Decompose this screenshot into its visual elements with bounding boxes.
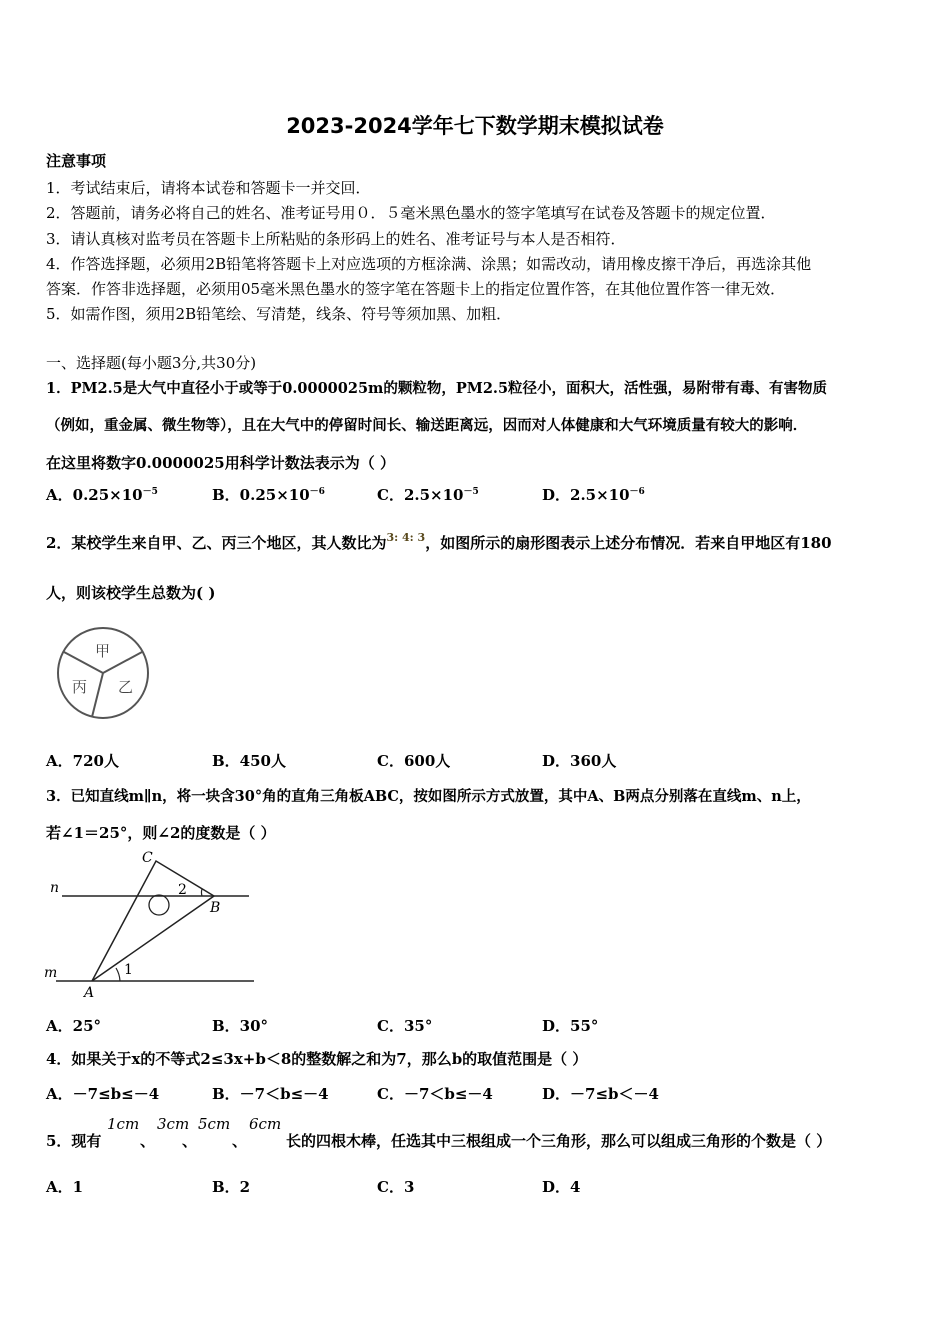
q5-length-2: 3cm	[157, 1115, 190, 1133]
q3-option-c: C．35°	[377, 1017, 433, 1035]
label-b: B	[210, 900, 221, 916]
q4-option-d: D．－7≤b＜－4	[542, 1085, 659, 1103]
note-item-5: 5．如需作图，须用2B铅笔绘、写清楚，线条、符号等须加黑、加粗．	[46, 305, 512, 323]
q4-option-c: C．－7＜b≤－4	[377, 1085, 493, 1103]
q1-option-a: A．$0.25\times 10^{-5}$	[46, 486, 158, 504]
q2-option-a: A．720人	[46, 752, 119, 770]
q5-option-d: D．4	[542, 1178, 581, 1196]
q5-length-4: 6cm	[249, 1115, 282, 1133]
angle-1-arc	[116, 968, 120, 981]
q5-length-3: 5cm	[198, 1115, 231, 1133]
q3-option-b: B．30°	[212, 1017, 269, 1035]
note-item-4-cont: 答案．作答非选择题，必须用05毫米黑色墨水的签字笔在答题卡上的指定位置作答，在其他位置作答一律无效．	[46, 280, 786, 298]
label-2: 2	[178, 882, 187, 898]
q5-option-c: C．3	[377, 1178, 415, 1196]
label-a: A	[84, 985, 95, 1000]
label-c: C	[142, 850, 153, 866]
q4-option-a: A．－7≤b≤－4	[46, 1085, 160, 1103]
q4-line1: 4．如果关于x的不等式2≤3x+b＜8的整数解之和为7，那么b的取值范围是（ ）	[46, 1050, 588, 1068]
pie-divider-3	[92, 673, 103, 717]
q1-option-d: D．$2.5\times 10^{-6}$	[542, 486, 645, 504]
q1-line2: （例如，重金属、微生物等），且在大气中的停留时间长、输送距离远，因而对人体健康和大气环境质量有较大的影响．	[46, 417, 808, 434]
note-item-2: 2．答题前，请务必将自己的姓名、准考证号用０．５毫米黑色墨水的签字笔填写在试卷及答题卡的规定位置．	[46, 204, 776, 222]
q5-sep-3: 、	[232, 1132, 248, 1150]
pie-label-jia: 甲	[95, 642, 111, 660]
note-item-1: 1．考试结束后，请将本试卷和答题卡一并交回．	[46, 179, 371, 197]
q2-option-c: C．600人	[377, 752, 451, 770]
q1-line3: 在这里将数字0.0000025用科学计数法表示为（ ）	[46, 454, 395, 472]
pie-label-yi: 乙	[118, 678, 134, 696]
q1-option-c: C．$2.5\times 10^{-5}$	[377, 486, 479, 504]
q2-option-d: D．360人	[542, 752, 617, 770]
q2-option-b: B．450人	[212, 752, 286, 770]
q3-line1: 3．已知直线m∥n，将一块含30°角的直角三角板ABC，按如图所示方式放置，其中A、B两点分别落在直线m、n上，	[46, 788, 811, 805]
note-item-4: 4．作答选择题，必须用2B铅笔将答题卡上对应选项的方框涂满、涂黑；如需改动，请用橡皮擦干净后，再选涂其他	[46, 255, 812, 273]
q3-option-d: D．55°	[542, 1017, 599, 1035]
label-n: n	[50, 880, 60, 896]
q5-lead: 5．现有	[46, 1132, 102, 1150]
q1-line1: 1．PM2.5是大气中直径小于或等于0.0000025m的颗粒物，PM2.5粒径小，面积大，活性强，易附带有毒、有害物质	[46, 380, 828, 397]
q4-option-b: B．－7＜b≤－4	[212, 1085, 329, 1103]
q2-pie-figure	[50, 620, 160, 730]
notes-heading: 注意事项	[46, 152, 107, 170]
triangle-abc	[92, 861, 214, 981]
q3-triangle-figure	[44, 848, 264, 1000]
q5-sep-2: 、	[182, 1132, 198, 1150]
q5-option-a: A．1	[46, 1178, 84, 1196]
label-1: 1	[124, 962, 133, 978]
q3-option-a: A．25°	[46, 1017, 102, 1035]
q5-tail: 长的四根木棒，任选其中三根组成一个三角形，那么可以组成三角形的个数是（ ）	[286, 1132, 832, 1150]
q5-option-b: B．2	[212, 1178, 251, 1196]
q2-line2: 人，则该校学生总数为( )	[46, 584, 216, 602]
q2-ratio: 3: 4: 3	[386, 531, 426, 544]
q5-sep-1: 、	[140, 1132, 156, 1150]
q3-line2: 若∠1＝25°，则∠2的度数是（ ）	[46, 824, 276, 842]
angle-2-arc	[201, 889, 202, 896]
note-item-3: 3．请认真核对监考员在答题卡上所粘贴的条形码上的姓名、准考证号与本人是否相符．	[46, 230, 626, 248]
q2-line1: 2．某校学生来自甲、乙、丙三个地区，其人数比为$^{3: 4: 3}$，如图所示的扇形图表示上述分布情况．若来自甲地区有180	[46, 531, 832, 552]
pie-label-bing: 丙	[72, 678, 88, 696]
section-heading: 一、选择题(每小题3分,共30分)	[46, 354, 257, 372]
q5-length-1: 1cm	[107, 1115, 140, 1133]
label-m: m	[44, 965, 58, 981]
triangle-hole	[149, 895, 169, 915]
page-title: 2023-2024学年七下数学期末模拟试卷	[286, 114, 664, 138]
q1-option-b: B．$0.25\times 10^{-6}$	[212, 486, 325, 504]
